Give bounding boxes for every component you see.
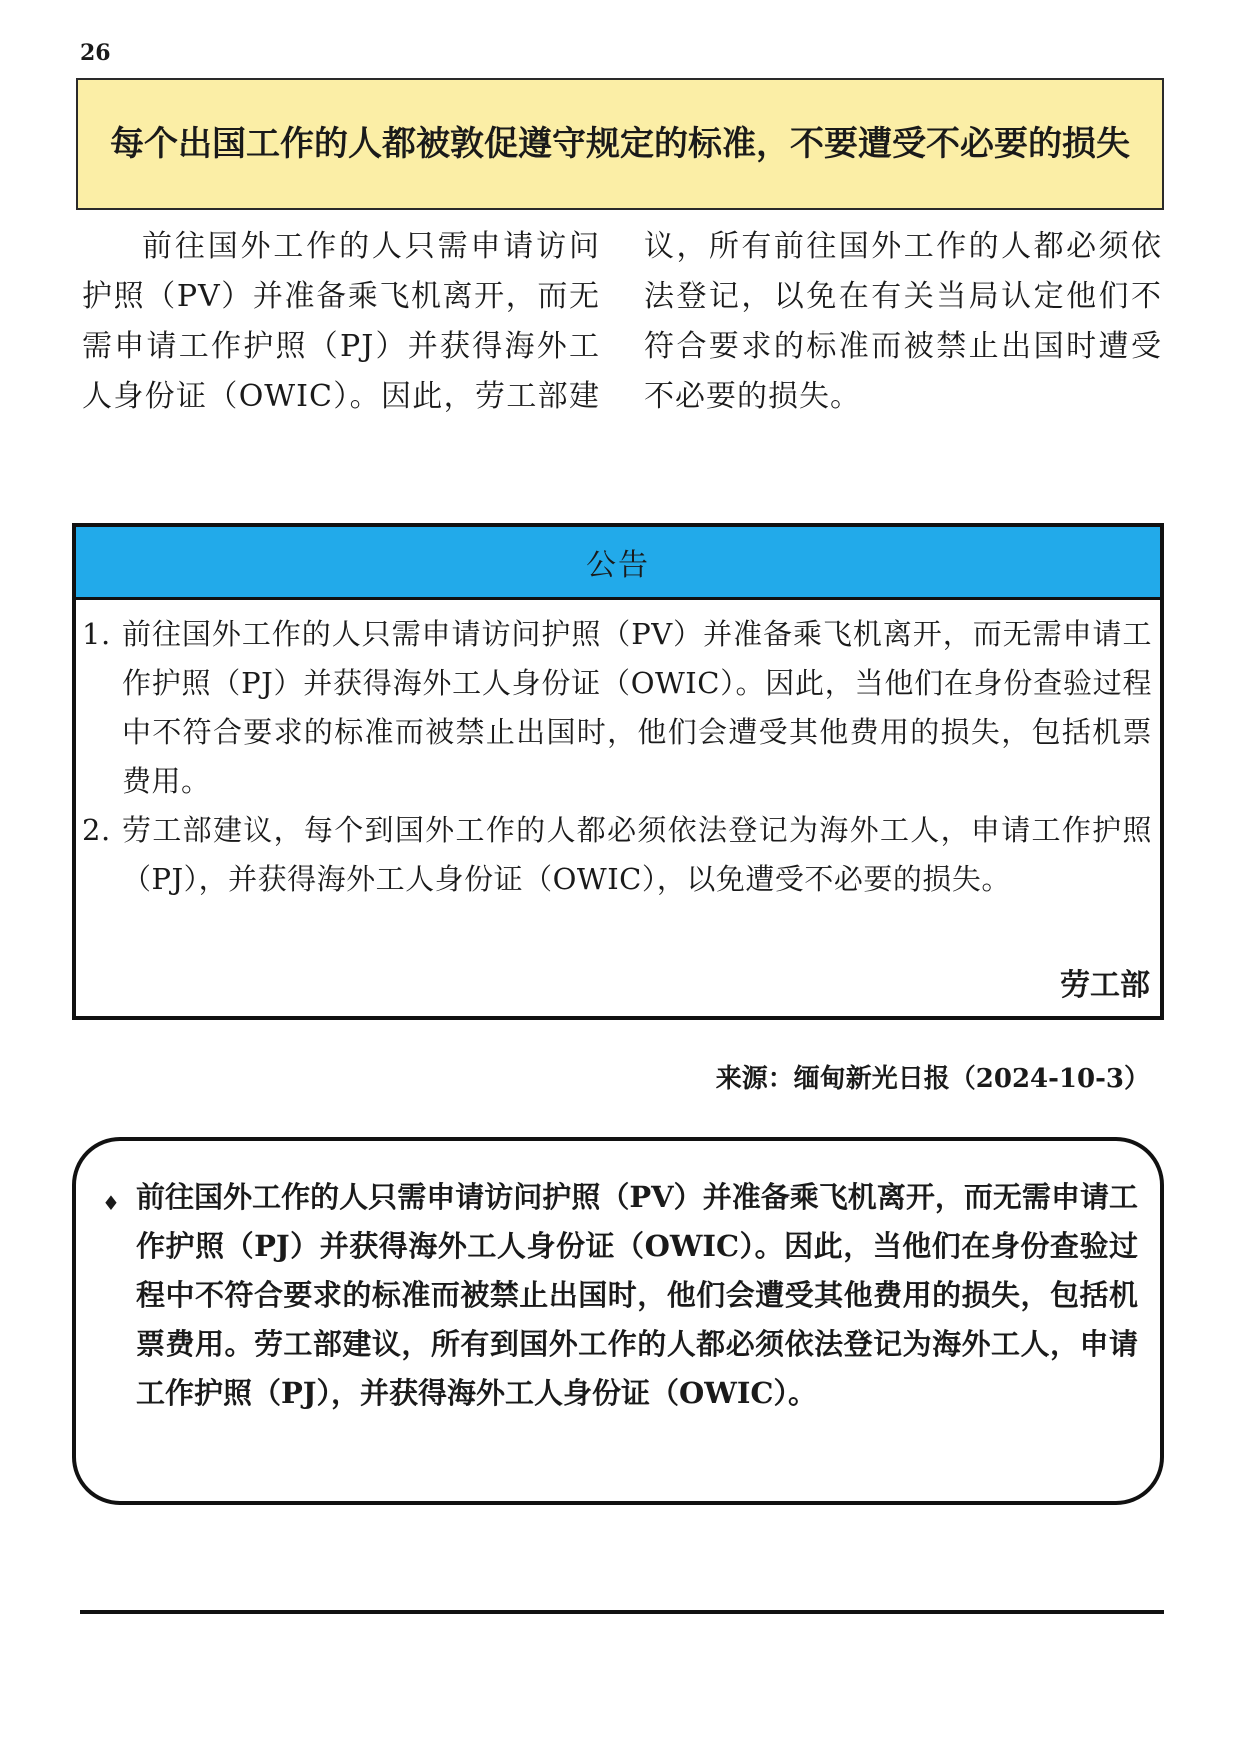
notice-signature: 劳工部 (1060, 968, 1150, 1003)
summary-box (72, 1137, 1164, 1505)
article (82, 222, 1162, 477)
bottom-divider (80, 1610, 1164, 1614)
article-body: 前往国外工作的人只需申请访问护照（PV）并准备乘飞机离开，而无需申请工作护照（PJ）并获得海外工人身份证（OWIC）。因此，劳工部建议，所有前往国外工作的人都必须依法登记，以免在有关当局认定他们不符合要求的标准而被禁止出国时遭受不必要的损失。 (82, 229, 1162, 414)
headline: 每个出国工作的人都被敦促遵守规定的标准，不要遭受不必要的损失 (110, 124, 1130, 164)
notice-list (82, 610, 1152, 904)
notice-item-text: 劳工部建议，每个到国外工作的人都必须依法登记为海外工人，申请工作护照（PJ），并获得海外工人身份证（OWIC），以免遭受不必要的损失。 (122, 813, 1152, 896)
notice-item-number: 2. (82, 813, 111, 847)
notice-item-text: 前往国外工作的人只需申请访问护照（PV）并准备乘飞机离开，而无需申请工作护照（PJ）并获得海外工人身份证（OWIC）。因此，当他们在身份查验过程中不符合要求的标准而被禁止出国时，他们会遭受其他费用的损失，包括机票费用。 (122, 617, 1152, 798)
notice-item (82, 806, 1152, 904)
notice-box (72, 523, 1164, 1020)
headline-box (76, 78, 1164, 210)
notice-header (76, 527, 1160, 600)
summary-text: 前往国外工作的人只需申请访问护照（PV）并准备乘飞机离开，而无需申请工作护照（PJ）并获得海外工人身份证（OWIC）。因此，当他们在身份查验过程中不符合要求的标准而被禁止出国时，他们会遭受其他费用的损失，包括机票费用。劳工部建议，所有到国外工作的人都必须依法登记为海外工人，申请工作护照（PJ），并获得海外工人身份证（OWIC）。 (136, 1180, 1138, 1410)
notice-item-number: 1. (82, 617, 111, 651)
source-citation: 来源：缅甸新光日报（2024-10-3） (715, 1064, 1150, 1094)
notice-title: 公告 (586, 548, 650, 583)
diamond-bullet-icon: ♦ (102, 1191, 120, 1215)
page-number: 26 (80, 40, 111, 66)
notice-item (82, 610, 1152, 806)
